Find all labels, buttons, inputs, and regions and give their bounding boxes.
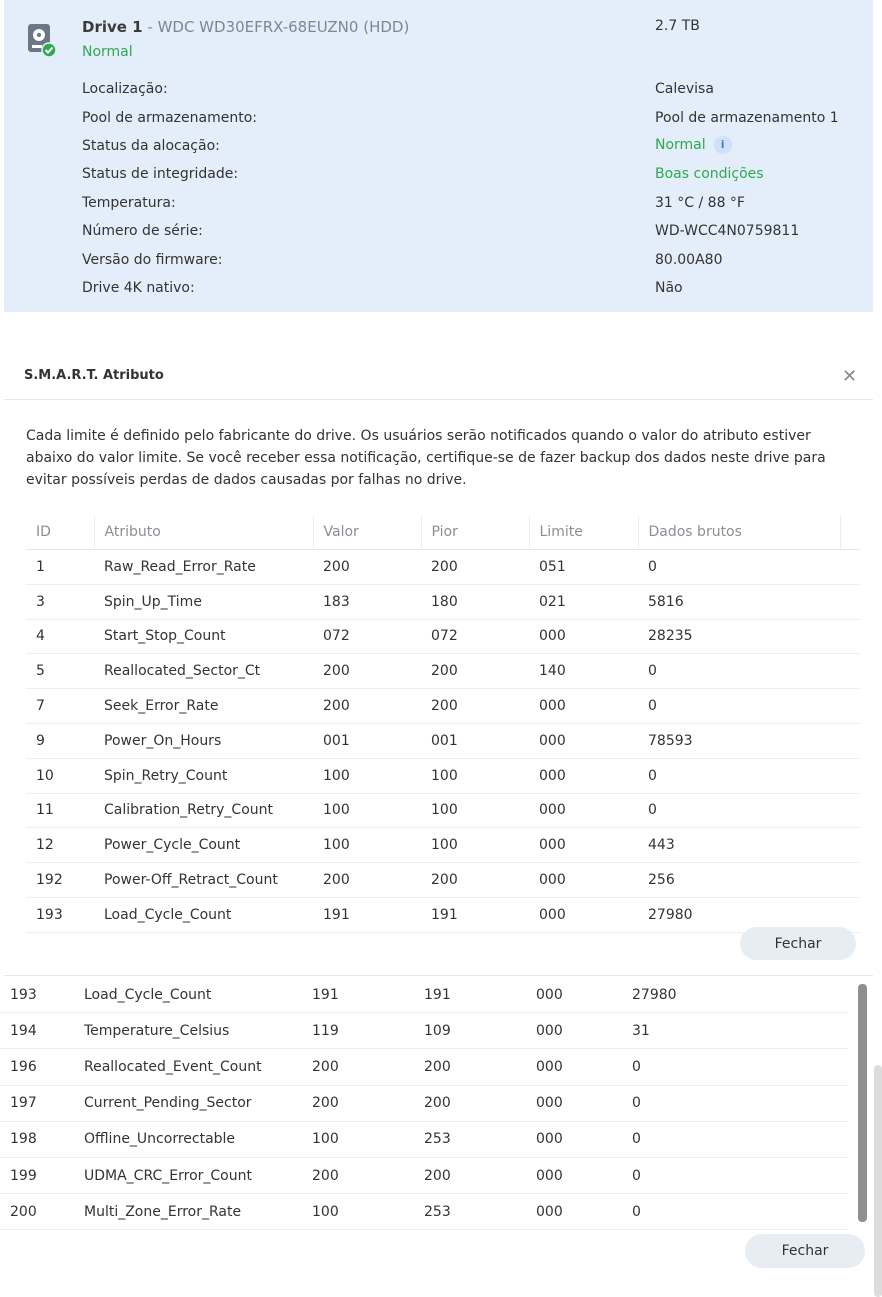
cell-raw-data: 0 [622, 1121, 848, 1157]
cell-raw-data: 0 [622, 1157, 848, 1193]
hard-drive-icon [26, 22, 56, 58]
cell-worst: 200 [421, 550, 529, 585]
table-row[interactable] [0, 977, 848, 1013]
cell-raw-data: 0 [638, 758, 840, 793]
drive-model: WDC WD30EFRX-68EUZN0 (HDD) [157, 18, 410, 36]
cell-worst: 100 [421, 793, 529, 828]
column-header-worst[interactable]: Pior [421, 515, 529, 550]
cell-value: 100 [302, 1121, 414, 1157]
prop-value-allocation-status [655, 136, 732, 154]
divider [4, 975, 873, 976]
prop-value-firmware: 80.00A80 [655, 252, 723, 268]
cell-value: 200 [302, 1085, 414, 1121]
table-row[interactable] [26, 828, 860, 863]
cell-threshold: 000 [526, 977, 622, 1013]
table-row[interactable] [26, 863, 860, 898]
cell-worst: 072 [421, 619, 529, 654]
cell-id: 197 [0, 1085, 74, 1121]
smart-table-viewport[interactable] [26, 515, 860, 923]
dialog-title: S.M.A.R.T. Atributo [24, 368, 164, 383]
cell-value: 200 [313, 689, 421, 724]
table-row[interactable] [0, 1085, 848, 1121]
table-row[interactable] [0, 1157, 848, 1193]
prop-label-native-4k: Drive 4K nativo: [82, 280, 195, 296]
cell-raw-data: 27980 [622, 977, 848, 1013]
cell-spacer [840, 758, 860, 793]
cell-threshold: 000 [529, 863, 638, 898]
cell-attribute: Multi_Zone_Error_Rate [74, 1194, 302, 1230]
column-header-id[interactable]: ID [26, 515, 94, 550]
prop-label-pool: Pool de armazenamento: [82, 110, 257, 126]
cell-raw-data: 31 [622, 1013, 848, 1049]
cell-raw-data: 0 [638, 550, 840, 585]
column-header-attribute[interactable]: Atributo [94, 515, 313, 550]
prop-label-serial: Número de série: [82, 223, 203, 239]
cell-attribute: Power_On_Hours [94, 723, 313, 758]
table-row[interactable] [26, 897, 860, 932]
cell-value: 100 [313, 758, 421, 793]
info-icon[interactable]: i [714, 136, 732, 154]
prop-label-firmware: Versão do firmware: [82, 252, 223, 268]
cell-value: 072 [313, 619, 421, 654]
cell-id: 10 [26, 758, 94, 793]
drive-size: 2.7 TB [655, 18, 700, 34]
cell-value: 100 [302, 1194, 414, 1230]
cell-threshold: 000 [526, 1049, 622, 1085]
cell-attribute: Temperature_Celsius [74, 1013, 302, 1049]
cell-threshold: 051 [529, 550, 638, 585]
cell-value: 191 [313, 897, 421, 932]
cell-raw-data: 27980 [638, 897, 840, 932]
cell-id: 3 [26, 584, 94, 619]
cell-value: 001 [313, 723, 421, 758]
cell-id: 199 [0, 1157, 74, 1193]
cell-raw-data: 28235 [638, 619, 840, 654]
cell-spacer [840, 550, 860, 585]
smart-attribute-table-scrolled [0, 977, 848, 1230]
cell-spacer [840, 584, 860, 619]
table-header-row [26, 515, 860, 550]
cell-worst: 253 [414, 1121, 526, 1157]
table-row[interactable] [26, 689, 860, 724]
table-body [26, 550, 860, 933]
cell-raw-data: 0 [622, 1049, 848, 1085]
cell-value: 200 [313, 654, 421, 689]
cell-worst: 180 [421, 584, 529, 619]
cell-raw-data: 0 [622, 1085, 848, 1121]
cell-attribute: Spin_Up_Time [94, 584, 313, 619]
cell-attribute: UDMA_CRC_Error_Count [74, 1157, 302, 1193]
cell-spacer [840, 689, 860, 724]
column-header-raw-data[interactable]: Dados brutos [638, 515, 840, 550]
allocation-status-text: Normal [655, 137, 706, 153]
cell-threshold: 000 [526, 1157, 622, 1193]
cell-attribute: Load_Cycle_Count [74, 977, 302, 1013]
close-button[interactable]: Fechar [745, 1234, 865, 1268]
table-scrollbar[interactable] [858, 984, 867, 1222]
cell-value: 200 [313, 863, 421, 898]
cell-id: 5 [26, 654, 94, 689]
cell-spacer [840, 828, 860, 863]
cell-worst: 100 [421, 828, 529, 863]
cell-attribute: Power-Off_Retract_Count [94, 863, 313, 898]
cell-value: 200 [313, 550, 421, 585]
cell-threshold: 000 [526, 1121, 622, 1157]
cell-id: 12 [26, 828, 94, 863]
close-icon[interactable]: ✕ [842, 366, 858, 387]
drive-info-panel [4, 0, 873, 312]
cell-threshold: 000 [529, 828, 638, 863]
cell-attribute: Seek_Error_Rate [94, 689, 313, 724]
cell-threshold: 000 [526, 1085, 622, 1121]
cell-id: 196 [0, 1049, 74, 1085]
cell-attribute: Start_Stop_Count [94, 619, 313, 654]
cell-raw-data: 78593 [638, 723, 840, 758]
table-row[interactable] [26, 584, 860, 619]
cell-spacer [840, 619, 860, 654]
prop-value-temperature: 31 °C / 88 °F [655, 195, 745, 211]
prop-label-location: Localização: [82, 81, 168, 97]
prop-label-health-status: Status de integridade: [82, 166, 239, 182]
cell-threshold: 000 [529, 897, 638, 932]
cell-worst: 191 [421, 897, 529, 932]
table-scrollbar[interactable] [874, 1065, 882, 1297]
cell-worst: 200 [414, 1049, 526, 1085]
cell-threshold: 000 [526, 1013, 622, 1049]
cell-attribute: Load_Cycle_Count [94, 897, 313, 932]
column-header-threshold[interactable]: Limite [529, 515, 638, 550]
table-row[interactable] [26, 550, 860, 585]
cell-attribute: Calibration_Retry_Count [94, 793, 313, 828]
cell-raw-data: 5816 [638, 584, 840, 619]
cell-id: 11 [26, 793, 94, 828]
divider [4, 399, 873, 400]
cell-worst: 109 [414, 1013, 526, 1049]
drive-title [82, 18, 409, 36]
table-row[interactable] [0, 1194, 848, 1230]
drive-title-separator: - [142, 18, 158, 36]
cell-attribute: Current_Pending_Sector [74, 1085, 302, 1121]
prop-value-pool: Pool de armazenamento 1 [655, 110, 839, 126]
cell-attribute: Raw_Read_Error_Rate [94, 550, 313, 585]
prop-value-health-status: Boas condições [655, 166, 764, 182]
cell-threshold: 000 [529, 689, 638, 724]
cell-id: 193 [0, 977, 74, 1013]
table-row[interactable] [0, 1049, 848, 1085]
cell-raw-data: 0 [638, 654, 840, 689]
table-row[interactable] [26, 723, 860, 758]
cell-value: 191 [302, 977, 414, 1013]
cell-worst: 200 [421, 689, 529, 724]
cell-spacer [840, 793, 860, 828]
cell-attribute: Reallocated_Sector_Ct [94, 654, 313, 689]
cell-id: 1 [26, 550, 94, 585]
cell-raw-data: 0 [638, 793, 840, 828]
cell-spacer [840, 654, 860, 689]
drive-status: Normal [82, 44, 133, 60]
column-header-spacer [840, 515, 860, 550]
cell-worst: 100 [421, 758, 529, 793]
cell-threshold: 021 [529, 584, 638, 619]
cell-id: 7 [26, 689, 94, 724]
cell-threshold: 000 [526, 1194, 622, 1230]
cell-id: 194 [0, 1013, 74, 1049]
cell-id: 198 [0, 1121, 74, 1157]
cell-threshold: 000 [529, 758, 638, 793]
cell-id: 193 [26, 897, 94, 932]
cell-raw-data: 0 [622, 1194, 848, 1230]
prop-label-allocation-status: Status da alocação: [82, 138, 220, 154]
cell-value: 183 [313, 584, 421, 619]
cell-threshold: 140 [529, 654, 638, 689]
cell-worst: 200 [414, 1157, 526, 1193]
close-button[interactable]: Fechar [740, 927, 856, 960]
drive-name: Drive 1 [82, 18, 143, 36]
cell-raw-data: 443 [638, 828, 840, 863]
table-body [0, 977, 848, 1230]
table-row[interactable] [26, 619, 860, 654]
cell-value: 119 [302, 1013, 414, 1049]
cell-value: 100 [313, 828, 421, 863]
cell-threshold: 000 [529, 619, 638, 654]
cell-id: 9 [26, 723, 94, 758]
cell-value: 200 [302, 1157, 414, 1193]
table-row[interactable] [0, 1121, 848, 1157]
cell-attribute: Offline_Uncorrectable [74, 1121, 302, 1157]
cell-spacer [840, 863, 860, 898]
cell-raw-data: 0 [638, 689, 840, 724]
table-row[interactable] [0, 1013, 848, 1049]
cell-threshold: 000 [529, 793, 638, 828]
cell-worst: 001 [421, 723, 529, 758]
cell-worst: 253 [414, 1194, 526, 1230]
cell-attribute: Reallocated_Event_Count [74, 1049, 302, 1085]
cell-worst: 191 [414, 977, 526, 1013]
table-row[interactable] [26, 654, 860, 689]
cell-threshold: 000 [529, 723, 638, 758]
cell-id: 4 [26, 619, 94, 654]
cell-worst: 200 [421, 654, 529, 689]
prop-label-temperature: Temperatura: [82, 195, 176, 211]
cell-spacer [840, 723, 860, 758]
cell-attribute: Power_Cycle_Count [94, 828, 313, 863]
smart-attribute-table [26, 515, 860, 933]
cell-worst: 200 [421, 863, 529, 898]
table-row[interactable] [26, 758, 860, 793]
prop-value-native-4k: Não [655, 280, 683, 296]
column-header-value[interactable]: Valor [313, 515, 421, 550]
dialog-description: Cada limite é definido pelo fabricante do drive. Os usuários serão notificados quando o valor do atributo estiver abaixo do valor limite. Se você receber essa notificação, certifique-se de fazer backup dos dados neste drive para evitar possíveis perdas de dados causadas por falhas no drive. [26, 428, 826, 488]
table-row[interactable] [26, 793, 860, 828]
cell-id: 192 [26, 863, 94, 898]
prop-value-serial: WD-WCC4N0759811 [655, 223, 800, 239]
cell-worst: 200 [414, 1085, 526, 1121]
cell-value: 100 [313, 793, 421, 828]
cell-id: 200 [0, 1194, 74, 1230]
cell-raw-data: 256 [638, 863, 840, 898]
cell-value: 200 [302, 1049, 414, 1085]
cell-attribute: Spin_Retry_Count [94, 758, 313, 793]
prop-value-location: Calevisa [655, 81, 714, 97]
